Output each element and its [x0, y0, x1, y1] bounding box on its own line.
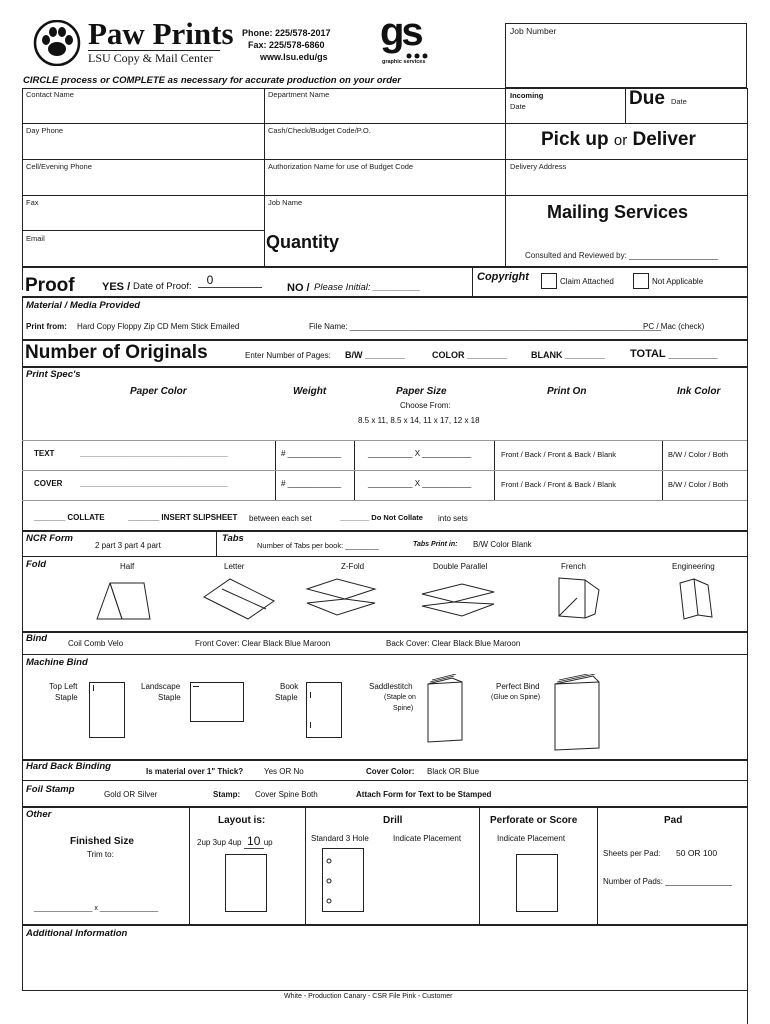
top-left-staple-diagram — [89, 682, 125, 738]
claim-attached-label: Claim Attached — [560, 277, 614, 286]
pickup-deliver — [541, 129, 696, 151]
proof-initial-label: Please Initial: _________ — [314, 282, 421, 293]
ink-color-header: Ink Color — [677, 386, 721, 397]
or-label: or — [613, 132, 628, 149]
sheets-per-pad-label: Sheets per Pad: — [603, 849, 661, 858]
fold-french-label[interactable]: French — [561, 562, 586, 571]
bind-title: Bind — [26, 633, 48, 644]
slipsheet-option[interactable]: _______ INSERT SLIPSHEET — [128, 513, 238, 522]
claim-attached-checkbox[interactable] — [541, 273, 557, 289]
fold-engineering-label[interactable]: Engineering — [672, 562, 715, 571]
book-staple-label: Staple — [275, 693, 298, 702]
spec-row-weight[interactable]: # ____________ — [281, 449, 342, 458]
fold-title: Fold — [26, 559, 47, 570]
fold-engineering-icon — [676, 575, 716, 625]
spec-row-print-on[interactable]: Front / Back / Front & Back / Blank — [501, 450, 617, 459]
brand-title: Paw Prints — [88, 16, 234, 51]
gs-dots — [405, 52, 435, 58]
tabs-title: Tabs — [222, 533, 244, 544]
fold-double-icon — [418, 580, 498, 622]
choose-from-label: Choose From: — [400, 401, 451, 410]
saddlestitch-icon — [424, 674, 466, 748]
file-name-label[interactable]: File Name: ______________________________________________________________________ — [309, 322, 662, 331]
phone-text: Phone: 225/578-2017 — [242, 28, 331, 38]
job-number-label: Job Number — [510, 26, 557, 36]
spec-row-name: TEXT — [34, 449, 55, 458]
saddlestitch-label[interactable]: Saddlestitch — [369, 682, 413, 691]
print-from-label: Print from: — [26, 322, 67, 331]
number-of-pads-field[interactable]: Number of Pads: _______________ — [603, 877, 732, 886]
fold-double-label[interactable]: Double Parallel — [433, 562, 488, 571]
paper-sizes-label: 8.5 x 11, 8.5 x 14, 11 x 17, 12 x 18 — [358, 416, 480, 425]
weight-header: Weight — [293, 386, 327, 397]
footer-copies: White - Production Canary - CSR File Pink - Customer — [284, 993, 453, 1000]
material-title: Material / Media Provided — [26, 300, 141, 311]
pad-label: Pad — [664, 815, 683, 826]
landscape-staple-diagram — [190, 682, 244, 722]
copyright-label: Copyright — [477, 271, 529, 283]
hardback-question: Is material over 1" Thick? — [146, 767, 244, 776]
hardback-answer[interactable]: Yes OR No — [264, 767, 304, 776]
auth-name-label: Authorization Name for use of Budget Code — [268, 162, 414, 171]
drill-indicate-option[interactable]: Indicate Placement — [393, 834, 462, 843]
print-from-options[interactable]: Hard Copy Floppy Zip CD Mem Stick Emailed — [77, 322, 240, 331]
fold-letter-label[interactable]: Letter — [224, 562, 245, 571]
attach-form-label: Attach Form for Text to be Stamped — [356, 790, 492, 799]
machine-bind-title: Machine Bind — [26, 657, 88, 668]
deliver-label: Deliver — [632, 129, 696, 150]
fold-half-icon — [92, 575, 152, 625]
layout-up-label: up — [263, 838, 273, 847]
perfect-bind-label[interactable]: Perfect Bind — [496, 682, 540, 691]
fax-text: Fax: 225/578-6860 — [248, 40, 325, 50]
book-label[interactable]: Book — [280, 682, 299, 691]
spec-row-size[interactable]: __________ X ___________ — [368, 449, 472, 458]
bind-options[interactable]: Coil Comb Velo — [68, 639, 124, 648]
due-label: Due — [629, 88, 665, 109]
top-left-label[interactable]: Top Left — [49, 682, 78, 691]
delivery-address-label: Delivery Address — [510, 162, 567, 171]
perforate-indicate-option[interactable]: Indicate Placement — [497, 834, 566, 843]
fold-half-label[interactable]: Half — [120, 562, 135, 571]
spec-row-name: COVER — [34, 479, 63, 488]
fold-letter-icon — [200, 575, 280, 625]
enter-pages-label: Enter Number of Pages: — [245, 351, 331, 360]
back-cover-options[interactable]: Back Cover: Clear Black Blue Maroon — [386, 639, 521, 648]
tabs-print-options[interactable]: B/W Color Blank — [473, 540, 532, 549]
gs-subtitle: graphic services — [382, 59, 426, 65]
fold-z-label[interactable]: Z-Fold — [341, 562, 365, 571]
quantity-label: Quantity — [266, 232, 340, 252]
perforate-label: Perforate or Score — [490, 815, 578, 826]
gs-logo: gs — [380, 10, 421, 54]
drill-label: Drill — [383, 815, 403, 826]
stamp-options[interactable]: Cover Spine Both — [255, 790, 318, 799]
sheets-per-pad-options[interactable]: 50 OR 100 — [676, 848, 718, 858]
spec-row-ink[interactable]: B/W / Color / Both — [668, 450, 729, 459]
blank-field[interactable]: BLANK ________ — [531, 350, 606, 360]
saddle-note-2: Spine) — [393, 705, 414, 712]
color-field[interactable]: COLOR ________ — [432, 350, 508, 360]
bw-field[interactable]: B/W ________ — [345, 350, 406, 360]
perfect-bind-note: (Glue on Spine) — [491, 694, 541, 701]
paw-logo — [33, 20, 81, 66]
into-sets-label: into sets — [438, 514, 468, 523]
layout-value[interactable]: 10 — [244, 834, 264, 849]
print-on-header: Print On — [547, 386, 587, 397]
collate-option[interactable]: _______ COLLATE — [34, 513, 105, 522]
between-label: between each set — [249, 514, 312, 523]
ncr-title: NCR Form — [26, 533, 73, 544]
front-cover-options[interactable]: Front Cover: Clear Black Blue Maroon — [195, 639, 331, 648]
landscape-staple-label: Staple — [158, 693, 181, 702]
email-label: Email — [26, 234, 45, 243]
other-title: Other — [26, 809, 52, 820]
not-applicable-label: Not Applicable — [652, 277, 704, 286]
finished-size-line[interactable]: _______________ x _______________ — [34, 905, 159, 912]
contact-name-label: Contact Name — [26, 90, 74, 99]
spec-row-print-on[interactable]: Front / Back / Front & Back / Blank — [501, 480, 617, 489]
spec-row-paper[interactable]: ______________________________________ — [80, 480, 228, 487]
standard-hole-option[interactable]: Standard 3 Hole — [311, 834, 369, 843]
finished-size-label: Finished Size — [70, 836, 134, 847]
mailing-services-label: Mailing Services — [547, 202, 689, 222]
foil-options[interactable]: Gold OR Silver — [104, 790, 158, 799]
proof-title: Proof — [25, 275, 75, 296]
perforate-diagram — [516, 854, 558, 912]
spec-row-paper[interactable]: ______________________________________ — [80, 450, 228, 457]
total-field[interactable]: TOTAL ________ — [630, 348, 718, 360]
brand-subtitle: LSU Copy & Mail Center — [88, 51, 213, 65]
cash-check-label: Cash/Check/Budget Code/P.O. — [268, 126, 371, 135]
cover-color-options[interactable]: Black OR Blue — [427, 767, 480, 776]
paper-color-header: Paper Color — [130, 386, 187, 397]
book-staple-diagram — [306, 682, 342, 738]
hardback-title: Hard Back Binding — [26, 761, 111, 772]
pc-mac-label[interactable]: PC / Mac (check) — [643, 322, 705, 331]
drill-holes — [325, 856, 333, 908]
job-name-label: Job Name — [268, 198, 303, 207]
proof-date-value[interactable]: 0 — [198, 273, 262, 288]
top-left-staple-label: Staple — [55, 693, 78, 702]
department-name-label: Department Name — [268, 90, 330, 99]
website-text: www.lsu.edu/gs — [260, 52, 328, 62]
layout-diagram — [225, 854, 267, 912]
layout-options[interactable] — [197, 834, 273, 849]
paper-size-header: Paper Size — [396, 386, 447, 397]
specs-title: Print Spec's — [26, 369, 81, 380]
proof-no[interactable]: NO / — [287, 282, 310, 294]
not-applicable-checkbox[interactable] — [633, 273, 649, 289]
fax-label: Fax — [26, 198, 39, 207]
layout-opts-text: 2up 3up 4up — [197, 838, 244, 847]
due-date-label: Date — [671, 97, 687, 106]
landscape-label[interactable]: Landscape — [141, 682, 181, 691]
instructions: CIRCLE process or COMPLETE as necessary for accurate production on your order — [23, 75, 401, 86]
ncr-options[interactable]: 2 part 3 part 4 part — [95, 541, 161, 550]
day-phone-label: Day Phone — [26, 126, 64, 135]
consulted-label: Consulted and Reviewed by: ____________________ — [525, 251, 719, 260]
foil-title: Foil Stamp — [26, 784, 75, 795]
num-tabs-label[interactable]: Number of Tabs per book: ________ — [257, 541, 379, 550]
tabs-print-label: Tabs Print in: — [413, 541, 458, 548]
stamp-label: Stamp: — [213, 790, 241, 799]
originals-title: Number of Originals — [25, 342, 208, 363]
trim-to-label: Trim to: — [87, 850, 114, 859]
proof-yes[interactable]: YES / — [102, 281, 131, 293]
proof-date-label: Date of Proof: — [133, 281, 192, 292]
layout-is-label: Layout is: — [218, 815, 266, 826]
perfect-bind-icon — [553, 674, 603, 756]
fold-french-icon — [555, 574, 605, 626]
saddle-note-1: (Staple on — [384, 694, 416, 701]
cell-phone-label: Cell/Evening Phone — [26, 162, 92, 171]
incoming-label: Incoming — [510, 91, 544, 100]
spec-row-weight[interactable]: # ____________ — [281, 479, 342, 488]
pickup-label: Pick up — [541, 129, 609, 150]
additional-info-title: Additional Information — [26, 928, 128, 939]
incoming-date-label: Date — [510, 102, 526, 111]
fold-z-icon — [303, 575, 383, 625]
spec-row-ink[interactable]: B/W / Color / Both — [668, 480, 729, 489]
not-collate-option[interactable]: _______ Do Not Collate — [340, 513, 423, 522]
additional-info-area[interactable] — [22, 924, 748, 991]
cover-color-label: Cover Color: — [366, 767, 415, 776]
spec-row-size[interactable]: __________ X ___________ — [368, 479, 472, 488]
